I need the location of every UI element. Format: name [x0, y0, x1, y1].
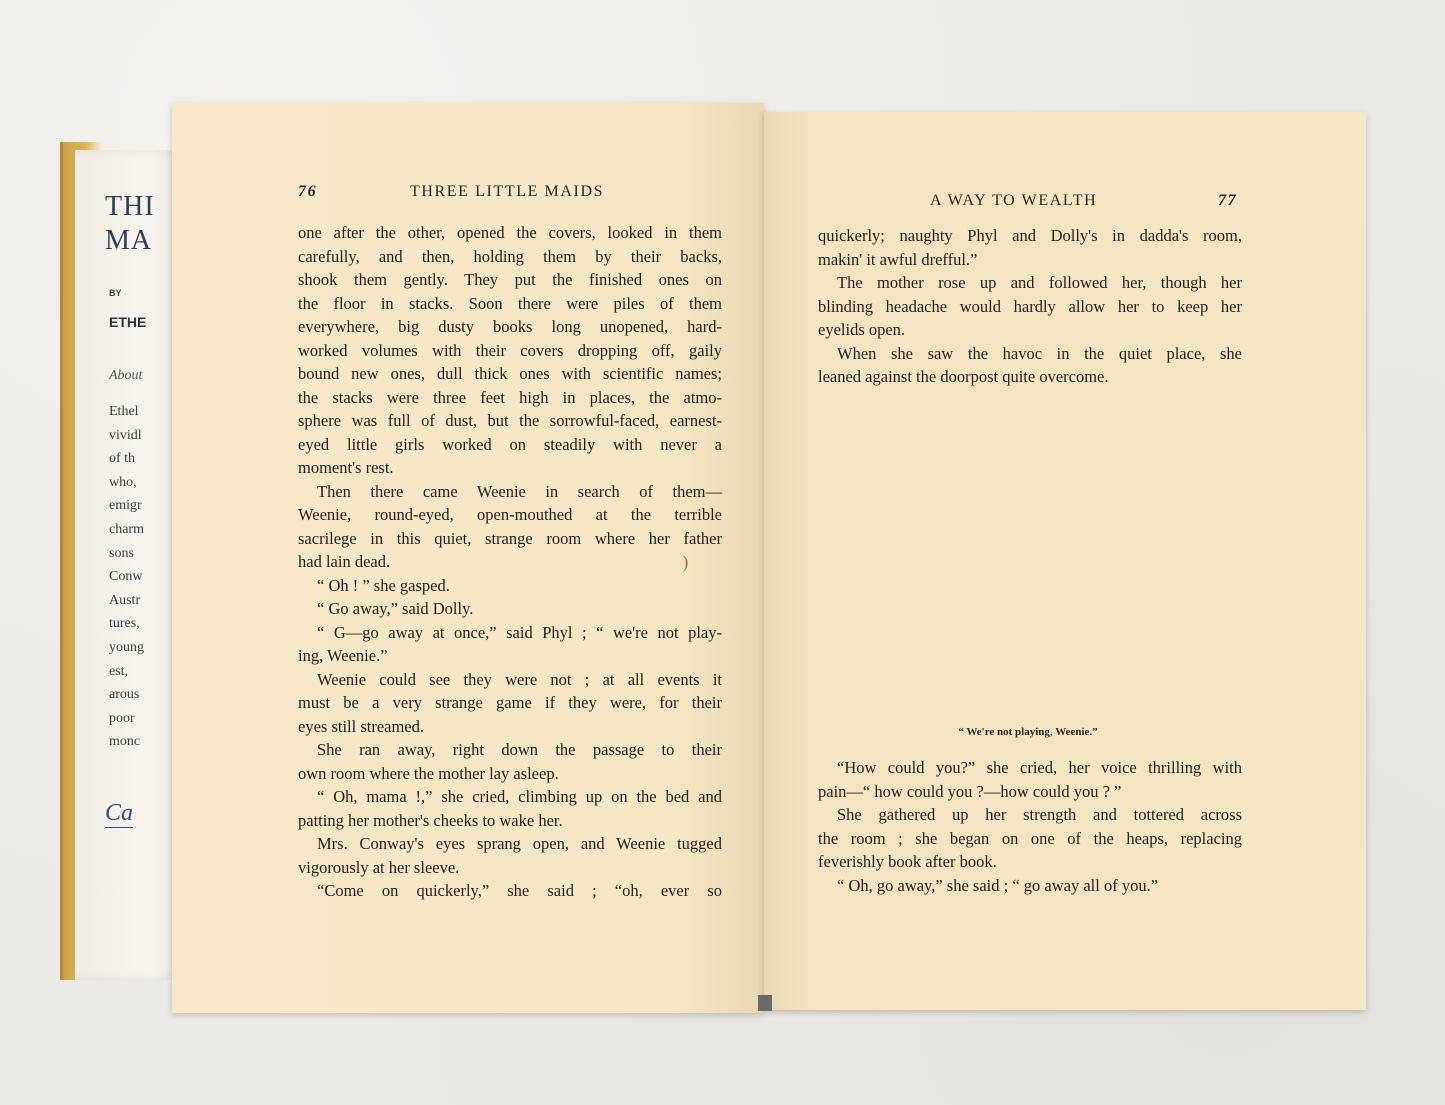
text-line: eyed little girls worked on steadily with never a	[298, 434, 722, 454]
text-line: “ Oh, go away,” she said ; “ go away all of you.”	[837, 875, 1159, 895]
pencil-mark: )	[682, 553, 690, 574]
jacket-blurb-line: vividl	[109, 427, 142, 443]
text-line: leaned against the doorpost quite overcome.	[818, 367, 1109, 386]
text-line: She ran away, right down the passage to their	[317, 740, 722, 759]
left-page	[172, 103, 764, 1013]
dust-jacket-flap	[75, 150, 185, 980]
text-line: moment's rest.	[298, 458, 394, 477]
text-line: must be a very strange game if they were, for their	[298, 693, 722, 712]
text-line: own room where the mother lay asleep.	[298, 763, 559, 783]
text-line: Then there came Weenie in search of them—	[317, 481, 722, 501]
text-line: pain—“ how could you ?—how could you ? ”	[818, 781, 1122, 801]
text-line: vigorously at her sleeve.	[298, 857, 460, 877]
text-line: “Come on quickerly,” she said ; “oh, ever so	[317, 881, 722, 900]
text-line: Mrs. Conway's eyes sprang open, and Weenie tugged	[317, 834, 722, 853]
running-head: THREE LITTLE MAIDS	[410, 183, 605, 200]
jacket-blurb-line: of th	[109, 451, 136, 467]
jacket-title-line: MA	[105, 225, 153, 256]
illustration-caption: “ We're not playing, Weenie.”	[958, 726, 1098, 738]
text-line: She gathered up her strength and tottered across	[837, 805, 1242, 824]
text-line: had lain dead.	[298, 552, 391, 571]
jacket-blurb-line: young	[109, 639, 144, 655]
jacket-title-line: THI	[105, 191, 155, 222]
text-line: quickerly; naughty Phyl and Dolly's in dadda's room,	[818, 226, 1242, 245]
text-line: “ Go away,” said Dolly.	[317, 599, 474, 618]
text-line: “ G—go away at once,” said Phyl ; “ we're not play-	[317, 622, 722, 642]
jacket-blurb-line: who,	[109, 474, 137, 490]
jacket-blurb-line: Conw	[109, 569, 143, 585]
text-line: Weenie, round-eyed, open-mouthed at the terrible	[298, 505, 722, 524]
jacket-author: ETHE	[109, 314, 147, 330]
jacket-blurb-line: sons	[109, 545, 134, 561]
text-line: “How could you?” she cried, her voice thrilling with	[837, 758, 1242, 777]
text-line: the room ; she began on one of the heaps, replacing	[818, 828, 1242, 848]
text-line: ing, Weenie.”	[298, 646, 388, 665]
text-line: patting her mother's cheeks to wake her.	[298, 810, 563, 830]
jacket-blurb-line: est,	[109, 663, 129, 679]
text-line: sphere was full of dust, but the sorrowful-faced, earnest-	[298, 411, 722, 430]
jacket-blurb-line: poor	[109, 710, 135, 726]
jacket-blurb-line: arous	[109, 687, 140, 703]
book-illustration	[824, 404, 1232, 712]
text-line: shook them gently. They put the finished ones on	[298, 270, 722, 289]
jacket-signature: Ca	[105, 800, 134, 826]
page-number: 77	[1218, 192, 1238, 209]
body-text-bottom	[818, 756, 1242, 897]
text-line: the stacks were three feet high in places, the atmo-	[298, 387, 722, 407]
text-line: The mother rose up and followed her, though her	[837, 273, 1242, 292]
jacket-blurb-line: Ethel	[109, 404, 139, 419]
jacket-by: BY	[109, 288, 122, 298]
jacket-blurb	[109, 400, 144, 754]
jacket-blurb-line: charm	[109, 521, 144, 537]
text-line: bound new ones, dull thick ones with scientific names;	[298, 364, 722, 383]
text-line: Weenie could see they were not ; at all events it	[317, 669, 722, 689]
text-line: the floor in stacks. Soon there were piles of them	[298, 293, 722, 313]
text-line: worked volumes with their covers dropping off, gaily	[298, 340, 722, 360]
text-line: eyelids open.	[818, 320, 906, 339]
jacket-blurb-line: monc	[109, 734, 141, 750]
text-line: everywhere, big dusty books long unopened, hard-	[298, 317, 722, 336]
right-page	[764, 112, 1366, 1010]
text-line: makin' it awful drefful.”	[818, 249, 978, 269]
text-line: carefully, and then, holding them by their backs,	[298, 246, 722, 266]
page-number: 76	[298, 183, 318, 200]
text-line: “ Oh ! ” she gasped.	[317, 575, 450, 595]
book-spine-gap	[758, 995, 772, 1011]
text-line: When she saw the havoc in the quiet place, she	[837, 343, 1242, 363]
text-line: one after the other, opened the covers, looked in them	[298, 223, 722, 242]
text-line: “ Oh, mama !,” she cried, climbing up on the bed and	[317, 787, 722, 806]
jacket-blurb-line: emigr	[109, 498, 142, 514]
jacket-about-heading: About	[109, 368, 143, 383]
text-line: sacrilege in this quiet, strange room where her father	[298, 528, 722, 548]
text-line: blinding headache would hardly allow her to keep her	[818, 296, 1242, 316]
jacket-title	[105, 190, 155, 258]
text-line: feverishly book after book.	[818, 852, 997, 871]
jacket-blurb-line: tures,	[109, 616, 140, 632]
body-text-top	[818, 224, 1242, 389]
text-line: eyes still streamed.	[298, 716, 425, 736]
running-head: A WAY TO WEALTH	[930, 192, 1098, 209]
jacket-blurb-line: Austr	[109, 592, 141, 608]
body-text	[298, 221, 722, 903]
